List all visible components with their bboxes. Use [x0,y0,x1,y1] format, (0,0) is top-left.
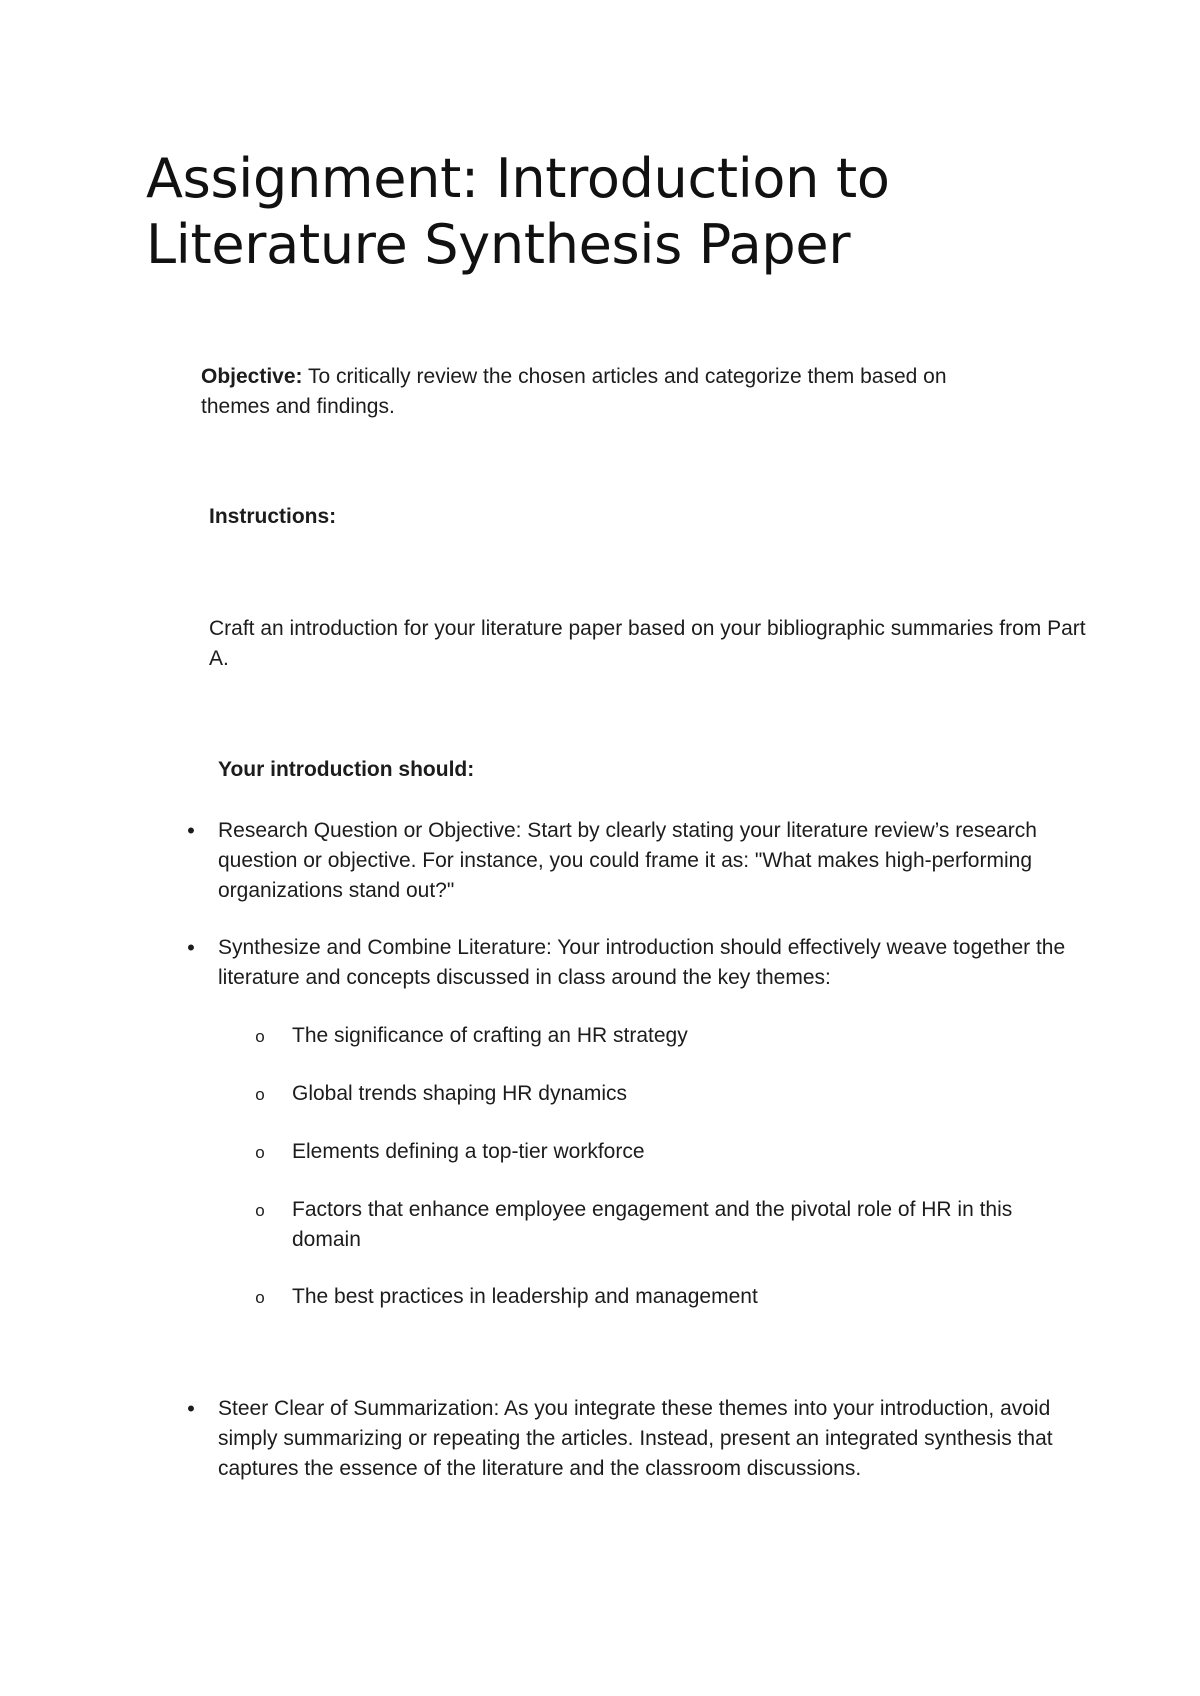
sub-bullet-text: Elements defining a top-tier workforce [292,1140,645,1163]
sub-bullet-text: Factors that enhance employee engagement and the pivotal role of HR in this domain [292,1198,1013,1251]
objective-text: To critically review the chosen articles and categorize them based on themes and findings. [201,365,947,418]
bullet-text: Research Question or Objective: Start by clearly stating your literature review’s research question or objective. For instance, you could frame it as: "What makes high-performing organizations stand out?" [218,819,1037,902]
sub-list-item [255,1079,1082,1109]
sub-bullet-marker: o [255,1027,265,1046]
list-item [187,816,1078,906]
bullet-text: Synthesize and Combine Literature: Your introduction should effectively weave together the literature and concepts discussed in class around the key themes: [218,936,1066,989]
sub-list-item [255,1021,1082,1051]
bullet-text: Steer Clear of Summarization: As you integrate these themes into your introduction, avoid simply summarizing or repeating the articles. Instead, present an integrated synthesis that captures the essence of the literature and the classroom discussions. [218,1397,1053,1480]
objective-paragraph [201,362,1021,422]
instructions-heading: Instructions: [209,505,337,528]
bullet-marker: • [187,1396,195,1421]
list-item [187,933,1078,993]
bullet-marker: • [187,935,195,960]
document-title: Assignment: Introduction to Literature Synthesis Paper [146,147,890,276]
sub-list-item [255,1282,1082,1312]
sub-bullet-marker: o [255,1288,265,1307]
sub-bullet-text: The best practices in leadership and management [292,1285,758,1308]
sub-bullet-marker: o [255,1201,265,1220]
sub-bullet-text: The significance of crafting an HR strategy [292,1024,688,1047]
craft-paragraph: Craft an introduction for your literature paper based on your bibliographic summaries from Part A. [209,617,1086,670]
sub-bullet-text: Global trends shaping HR dynamics [292,1082,627,1105]
sub-bullet-marker: o [255,1085,265,1104]
sub-list-item [255,1137,1082,1167]
sub-bullet-marker: o [255,1143,265,1162]
objective-label: Objective: [201,365,303,388]
bullet-marker: • [187,818,195,843]
introduction-heading: Your introduction should: [218,758,475,781]
list-item [187,1394,1078,1484]
sub-list-item [255,1195,1082,1255]
